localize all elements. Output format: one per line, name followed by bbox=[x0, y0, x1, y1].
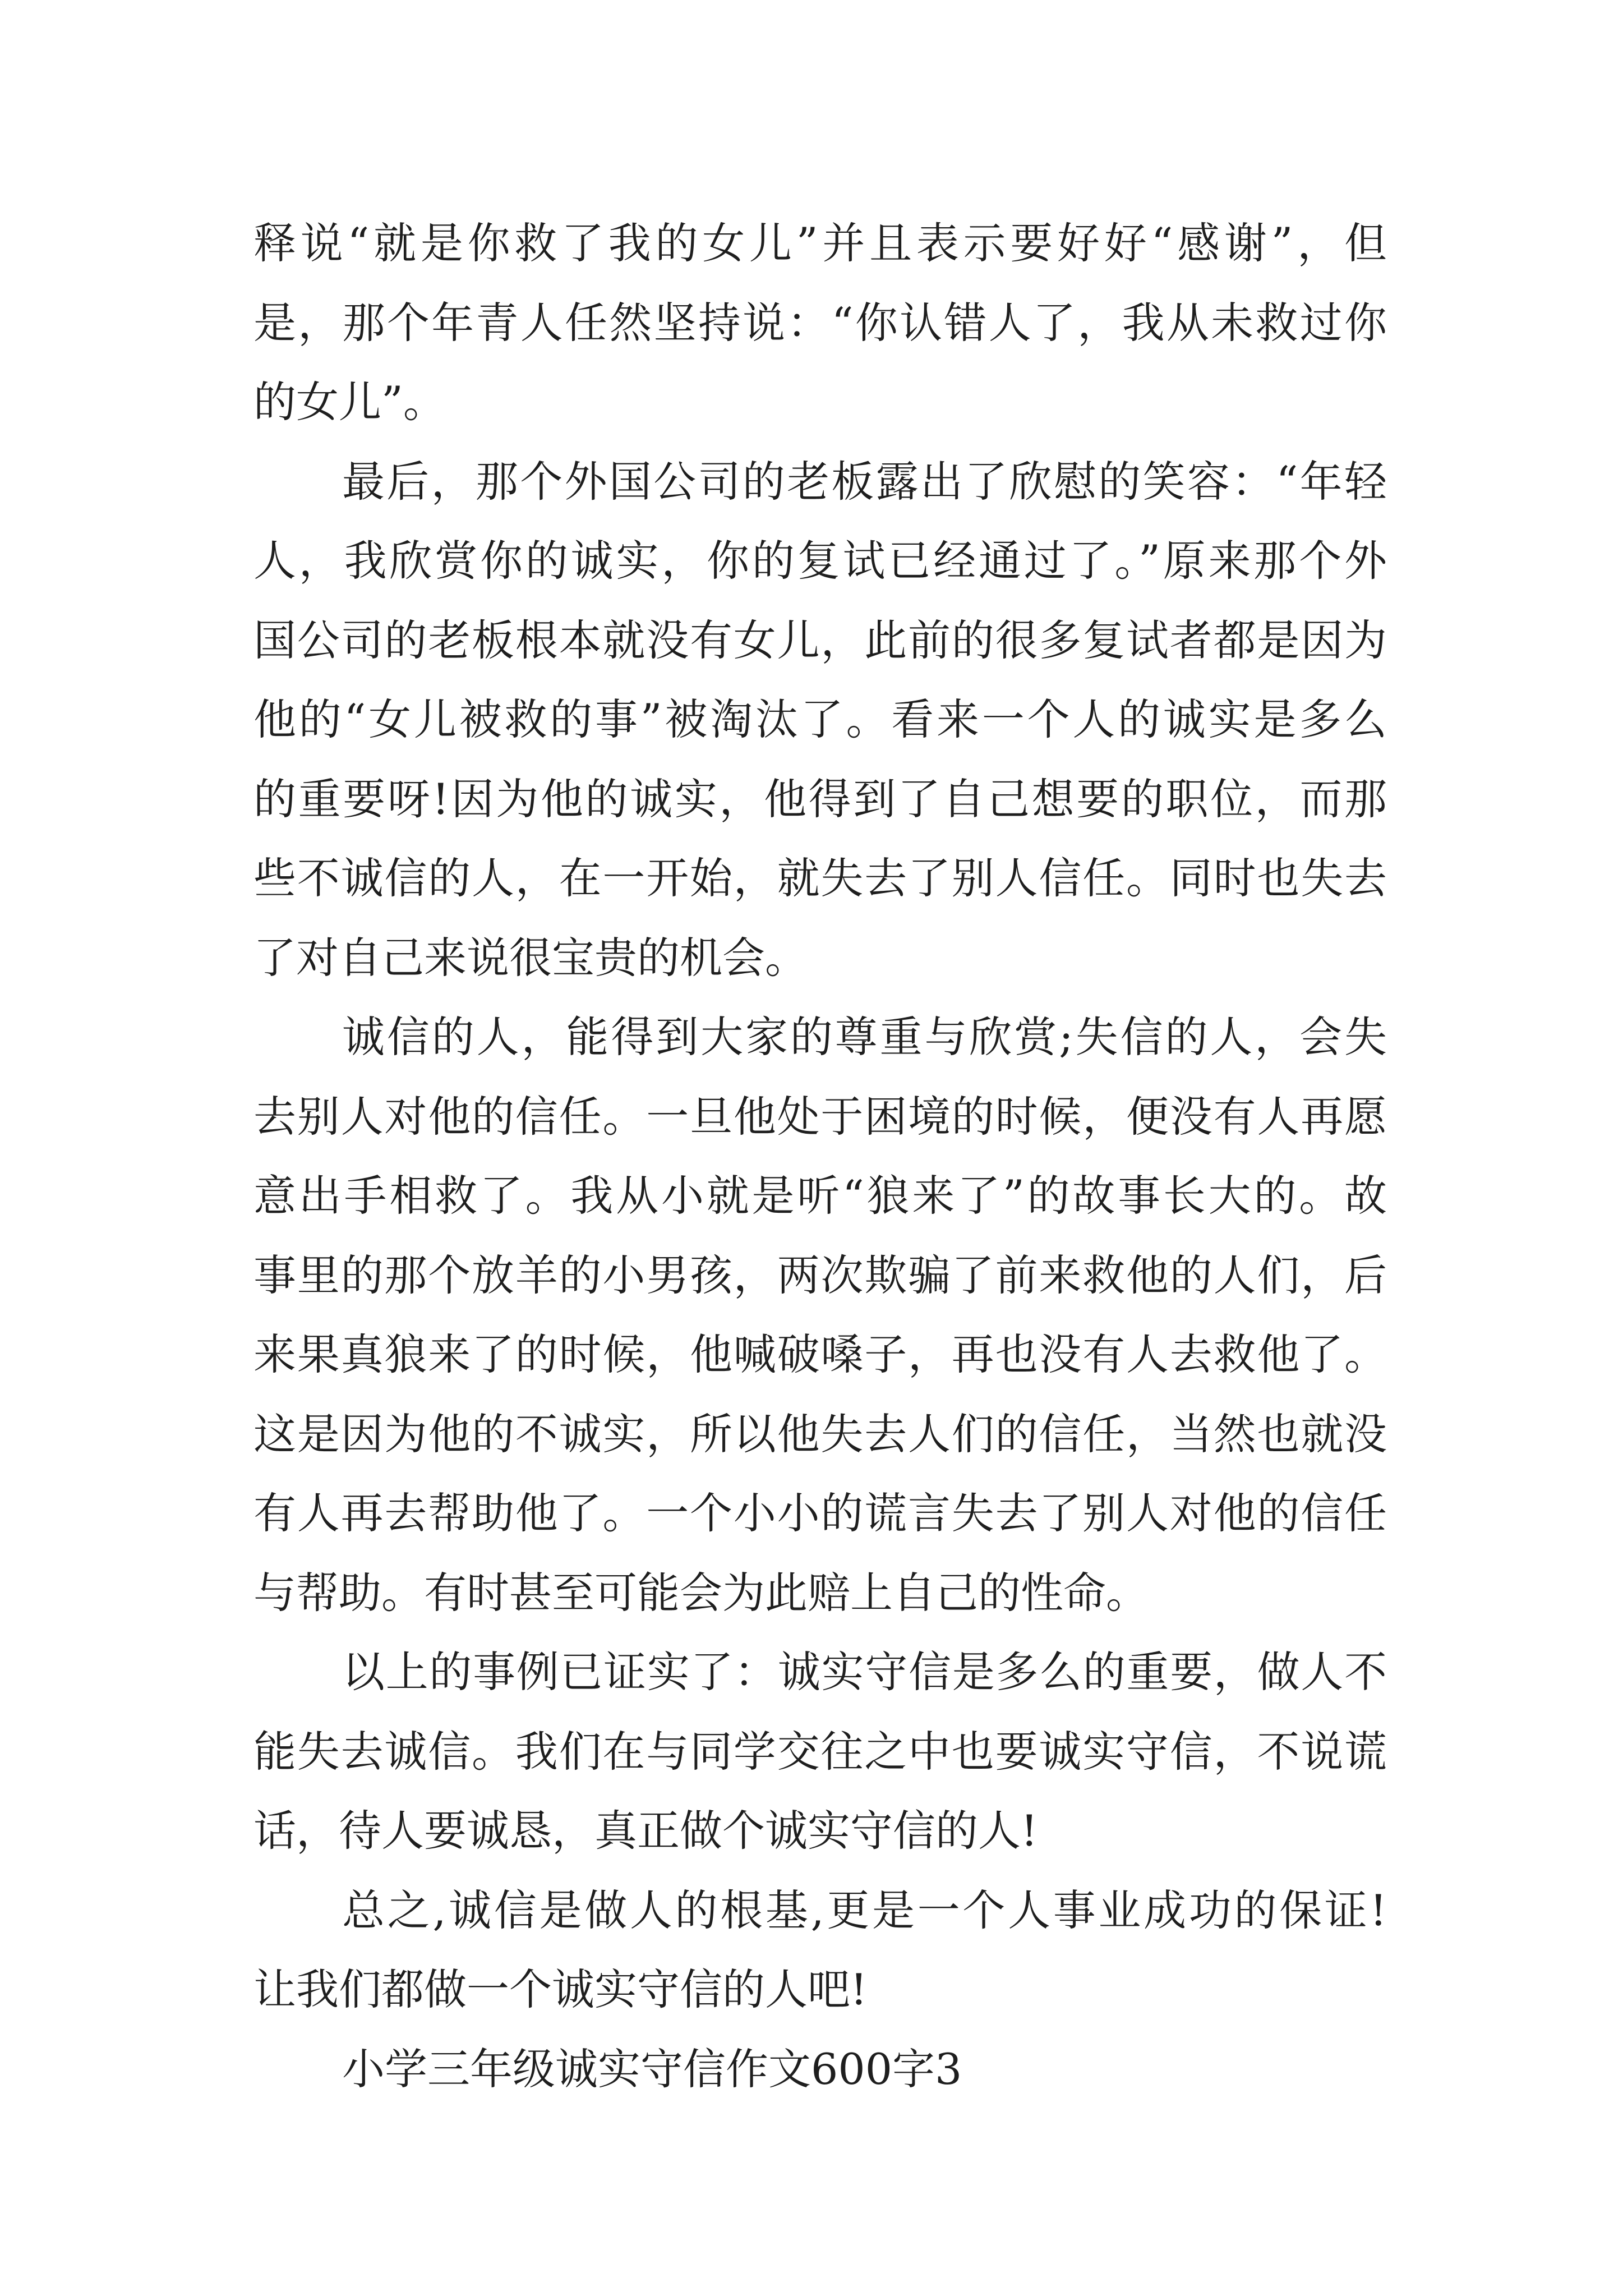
text-line: 是，那个年青人任然坚持说：“你认错人了，我从未救过你 bbox=[253, 297, 1387, 348]
text-line: 以上的事例已证实了：诚实守信是多么的重要，做人不 bbox=[342, 1647, 1387, 1697]
section-heading: 小学三年级诚实守信作文600字3 bbox=[342, 2044, 962, 2094]
text-line: 去别人对他的信任。一旦他处于困境的时候，便没有人再愿 bbox=[253, 1091, 1387, 1142]
text-line: 这是因为他的不诚实，所以他失去人们的信任，当然也就没 bbox=[253, 1409, 1387, 1459]
text-line: 话，待人要诚恳，真正做个诚实守信的人! bbox=[253, 1806, 1038, 1856]
paragraph bbox=[253, 442, 1387, 998]
text-line: 国公司的老板根本就没有女儿，此前的很多复试者都是因为 bbox=[253, 615, 1387, 665]
text-line: 意出手相救了。我从小就是听“狼来了”的故事长大的。故 bbox=[253, 1171, 1387, 1221]
text-line: 总之,诚信是做人的根基,更是一个人事业成功的保证! bbox=[342, 1885, 1387, 1935]
text-line: 些不诚信的人，在一开始，就失去了别人信任。同时也失去 bbox=[253, 853, 1387, 903]
text-line: 事里的那个放羊的小男孩，两次欺骗了前来救他的人们，后 bbox=[253, 1250, 1387, 1300]
text-line: 来果真狼来了的时候，他喊破嗓子，再也没有人去救他了。 bbox=[253, 1329, 1387, 1379]
text-line: 释说“就是你救了我的女儿”并且表示要好好“感谢”，但 bbox=[253, 218, 1387, 268]
text-line: 能失去诚信。我们在与同学交往之中也要诚实守信，不说谎 bbox=[253, 1726, 1387, 1777]
paragraph bbox=[253, 204, 1387, 442]
text-line: 最后，那个外国公司的老板露出了欣慰的笑容：“年轻 bbox=[342, 456, 1387, 507]
document-body bbox=[253, 204, 1387, 2109]
text-line: 的女儿”。 bbox=[253, 377, 446, 427]
paragraph bbox=[253, 997, 1387, 1632]
text-line: 有人再去帮助他了。一个小小的谎言失去了别人对他的信任 bbox=[253, 1488, 1387, 1538]
paragraph bbox=[253, 1632, 1387, 1871]
text-line: 的重要呀!因为他的诚实，他得到了自己想要的职位，而那 bbox=[253, 774, 1387, 824]
text-line: 让我们都做一个诚实守信的人吧! bbox=[253, 1964, 868, 2014]
paragraph bbox=[253, 1871, 1387, 2030]
section-heading-block bbox=[253, 2030, 1387, 2109]
text-line: 人，我欣赏你的诚实，你的复试已经通过了。”原来那个外 bbox=[253, 536, 1387, 586]
text-line: 与帮助。有时甚至可能会为此赔上自己的性命。 bbox=[253, 1567, 1149, 1618]
text-line: 诚信的人，能得到大家的尊重与欣赏;失信的人，会失 bbox=[342, 1012, 1387, 1062]
text-line: 了对自己来说很宝贵的机会。 bbox=[253, 932, 808, 983]
text-line: 他的“女儿被救的事”被淘汰了。看来一个人的诚实是多么 bbox=[253, 694, 1387, 744]
